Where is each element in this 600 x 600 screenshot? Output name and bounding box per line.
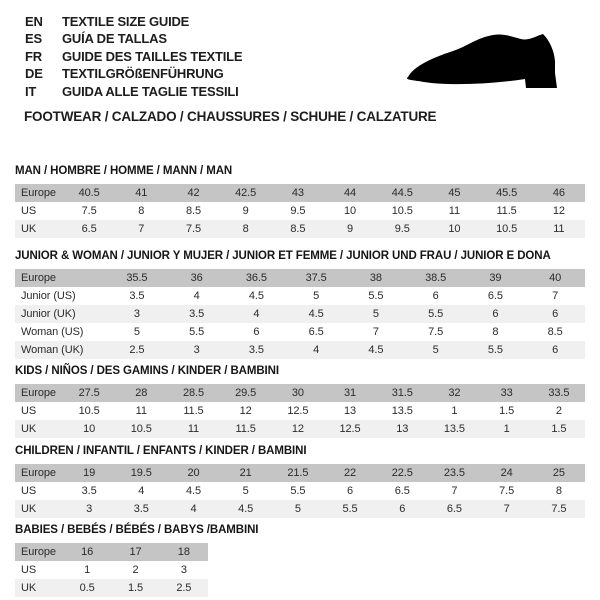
table-row xyxy=(15,561,208,579)
table-row xyxy=(15,305,585,323)
size-cell: 6 xyxy=(227,323,287,341)
size-cell: 7 xyxy=(525,287,585,305)
size-cell: 6 xyxy=(324,482,376,500)
size-cell: 27.5 xyxy=(63,384,115,402)
size-cell: 1 xyxy=(481,420,533,438)
size-cell: 5.5 xyxy=(406,305,466,323)
size-cell: 17 xyxy=(111,543,159,561)
size-cell: 5.5 xyxy=(466,341,526,359)
size-cell: 4 xyxy=(167,500,219,518)
size-cell: 5 xyxy=(406,341,466,359)
row-label: US xyxy=(15,482,63,500)
size-cell: 10 xyxy=(428,220,480,238)
size-cell: 5 xyxy=(220,482,272,500)
language-row-fr xyxy=(25,48,242,65)
size-cell: 40.5 xyxy=(63,184,115,202)
size-cell: 44.5 xyxy=(376,184,428,202)
size-cell: 12 xyxy=(533,202,585,220)
size-cell: 13.5 xyxy=(428,420,480,438)
size-cell: 10 xyxy=(63,420,115,438)
size-cell: 42 xyxy=(167,184,219,202)
size-cell: 11 xyxy=(115,402,167,420)
language-label: GUÍA DE TALLAS xyxy=(62,31,167,47)
size-cell: 3.5 xyxy=(115,500,167,518)
size-cell: 28.5 xyxy=(167,384,219,402)
size-cell: 42.5 xyxy=(220,184,272,202)
size-cell: 18 xyxy=(160,543,208,561)
row-label: UK xyxy=(15,420,63,438)
size-cell: 24 xyxy=(481,464,533,482)
table-row xyxy=(15,464,585,482)
size-cell: 8 xyxy=(533,482,585,500)
category-title: FOOTWEAR / CALZADO / CHAUSSURES / SCHUHE / CALZATURE xyxy=(24,109,437,124)
size-cell: 39 xyxy=(466,269,526,287)
size-cell: 32 xyxy=(428,384,480,402)
size-cell: 10.5 xyxy=(376,202,428,220)
size-cell: 10.5 xyxy=(115,420,167,438)
table-row xyxy=(15,402,585,420)
size-cell: 6 xyxy=(525,341,585,359)
size-cell: 44 xyxy=(324,184,376,202)
size-table-man xyxy=(15,184,585,238)
size-cell: 33 xyxy=(481,384,533,402)
table-row xyxy=(15,482,585,500)
size-cell: 25 xyxy=(533,464,585,482)
row-label: Europe xyxy=(15,384,63,402)
size-cell: 6 xyxy=(466,305,526,323)
row-label: US xyxy=(15,402,63,420)
size-cell: 22.5 xyxy=(376,464,428,482)
row-label: UK xyxy=(15,500,63,518)
size-cell: 8 xyxy=(220,220,272,238)
language-row-it xyxy=(25,83,242,100)
size-cell: 3 xyxy=(160,561,208,579)
size-cell: 19 xyxy=(63,464,115,482)
size-cell: 6.5 xyxy=(63,220,115,238)
size-cell: 9 xyxy=(220,202,272,220)
size-cell: 4 xyxy=(115,482,167,500)
size-cell: 23.5 xyxy=(428,464,480,482)
size-cell: 10.5 xyxy=(63,402,115,420)
size-cell: 4.5 xyxy=(286,305,346,323)
language-label: GUIDE DES TAILLES TEXTILE xyxy=(62,48,243,64)
section-title-babies: BABIES / BEBÉS / BÉBÉS / BABYS /BAMBINI xyxy=(15,524,259,536)
size-cell: 3.5 xyxy=(227,341,287,359)
table-row xyxy=(15,220,585,238)
row-label: Europe xyxy=(15,464,63,482)
size-cell: 19.5 xyxy=(115,464,167,482)
size-cell: 9.5 xyxy=(272,202,324,220)
size-cell: 11.5 xyxy=(220,420,272,438)
size-cell: 7 xyxy=(346,323,406,341)
row-label: Junior (UK) xyxy=(15,305,107,323)
size-cell: 22 xyxy=(324,464,376,482)
size-cell: 6.5 xyxy=(428,500,480,518)
size-cell: 5.5 xyxy=(167,323,227,341)
size-cell: 12.5 xyxy=(324,420,376,438)
language-code: FR xyxy=(25,48,42,64)
size-cell: 21.5 xyxy=(272,464,324,482)
size-cell: 6 xyxy=(376,500,428,518)
language-code: DE xyxy=(25,66,43,82)
language-label: TEXTILGRÖßENFÜHRUNG xyxy=(62,66,224,82)
size-cell: 6.5 xyxy=(376,482,428,500)
language-row-de xyxy=(25,65,242,82)
table-row xyxy=(15,579,208,597)
size-cell: 4.5 xyxy=(220,500,272,518)
size-cell: 40 xyxy=(525,269,585,287)
size-cell: 11.5 xyxy=(481,202,533,220)
size-cell: 6.5 xyxy=(466,287,526,305)
row-label: Europe xyxy=(15,269,107,287)
size-cell: 7.5 xyxy=(406,323,466,341)
size-cell: 5 xyxy=(346,305,406,323)
table-row xyxy=(15,202,585,220)
size-cell: 30 xyxy=(272,384,324,402)
size-cell: 11.5 xyxy=(167,402,219,420)
row-label: US xyxy=(15,561,63,579)
row-label: Woman (US) xyxy=(15,323,107,341)
size-cell: 7.5 xyxy=(167,220,219,238)
size-cell: 11 xyxy=(428,202,480,220)
size-cell: 4.5 xyxy=(227,287,287,305)
size-cell: 6 xyxy=(406,287,466,305)
size-cell: 1 xyxy=(428,402,480,420)
size-cell: 38 xyxy=(346,269,406,287)
size-cell: 45 xyxy=(428,184,480,202)
size-cell: 8.5 xyxy=(272,220,324,238)
table-section-kids xyxy=(15,364,585,438)
size-cell: 5 xyxy=(272,500,324,518)
size-cell: 3 xyxy=(167,341,227,359)
row-label: UK xyxy=(15,579,63,597)
table-row xyxy=(15,184,585,202)
size-cell: 3.5 xyxy=(63,482,115,500)
size-cell: 12 xyxy=(272,420,324,438)
size-cell: 5.5 xyxy=(272,482,324,500)
size-cell: 29.5 xyxy=(220,384,272,402)
size-cell: 1.5 xyxy=(111,579,159,597)
size-cell: 8 xyxy=(115,202,167,220)
size-cell: 8 xyxy=(466,323,526,341)
size-cell: 4.5 xyxy=(346,341,406,359)
size-cell: 33.5 xyxy=(533,384,585,402)
size-cell: 2 xyxy=(111,561,159,579)
size-cell: 5.5 xyxy=(346,287,406,305)
size-cell: 8.5 xyxy=(525,323,585,341)
size-cell: 7.5 xyxy=(481,482,533,500)
row-label: Woman (UK) xyxy=(15,341,107,359)
table-row xyxy=(15,269,585,287)
size-cell: 43 xyxy=(272,184,324,202)
size-cell: 1.5 xyxy=(533,420,585,438)
size-cell: 3.5 xyxy=(167,305,227,323)
size-cell: 11 xyxy=(167,420,219,438)
size-cell: 7.5 xyxy=(533,500,585,518)
table-row xyxy=(15,543,208,561)
size-cell: 12.5 xyxy=(272,402,324,420)
table-row xyxy=(15,384,585,402)
size-cell: 5.5 xyxy=(324,500,376,518)
size-table-kids xyxy=(15,384,585,438)
language-label: GUIDA ALLE TAGLIE TESSILI xyxy=(62,83,239,99)
size-cell: 7 xyxy=(428,482,480,500)
size-cell: 41 xyxy=(115,184,167,202)
size-cell: 1 xyxy=(63,561,111,579)
table-row xyxy=(15,420,585,438)
size-cell: 46 xyxy=(533,184,585,202)
table-row xyxy=(15,323,585,341)
row-label: Europe xyxy=(15,543,63,561)
size-cell: 13 xyxy=(324,402,376,420)
row-label: Junior (US) xyxy=(15,287,107,305)
table-section-man xyxy=(15,164,585,238)
size-table-children xyxy=(15,464,585,518)
size-cell: 3 xyxy=(107,305,167,323)
language-code: IT xyxy=(25,83,37,99)
size-cell: 35.5 xyxy=(107,269,167,287)
language-title-block xyxy=(25,13,242,100)
size-cell: 9.5 xyxy=(376,220,428,238)
section-title-junior-woman: JUNIOR & WOMAN / JUNIOR Y MUJER / JUNIOR ET FEMME / JUNIOR UND FRAU / JUNIOR E DONA xyxy=(15,250,551,262)
section-title-man: MAN / HOMBRE / HOMME / MANN / MAN xyxy=(15,165,233,177)
size-cell: 10.5 xyxy=(481,220,533,238)
table-section-babies xyxy=(15,523,585,597)
size-cell: 20 xyxy=(167,464,219,482)
row-label: Europe xyxy=(15,184,63,202)
language-code: ES xyxy=(25,31,42,47)
size-cell: 4 xyxy=(167,287,227,305)
size-cell: 0.5 xyxy=(63,579,111,597)
size-cell: 36.5 xyxy=(227,269,287,287)
size-cell: 6.5 xyxy=(286,323,346,341)
table-row xyxy=(15,341,585,359)
table-section-junior-woman xyxy=(15,249,585,359)
size-cell: 7.5 xyxy=(63,202,115,220)
language-row-es xyxy=(25,30,242,47)
size-cell: 2 xyxy=(533,402,585,420)
size-cell: 10 xyxy=(324,202,376,220)
table-row xyxy=(15,500,585,518)
size-cell: 12 xyxy=(220,402,272,420)
language-code: EN xyxy=(25,14,43,29)
language-label: TEXTILE SIZE GUIDE xyxy=(62,14,190,29)
row-label: US xyxy=(15,202,63,220)
section-title-children: CHILDREN / INFANTIL / ENFANTS / KINDER / BAMBINI xyxy=(15,445,307,457)
size-table-babies xyxy=(15,543,208,597)
size-cell: 3 xyxy=(63,500,115,518)
size-cell: 21 xyxy=(220,464,272,482)
dress-shoe-icon xyxy=(398,30,568,98)
size-cell: 7 xyxy=(481,500,533,518)
size-cell: 2.5 xyxy=(160,579,208,597)
size-cell: 13.5 xyxy=(376,402,428,420)
size-cell: 31.5 xyxy=(376,384,428,402)
row-label: UK xyxy=(15,220,63,238)
size-cell: 4 xyxy=(286,341,346,359)
size-cell: 7 xyxy=(115,220,167,238)
language-row-en xyxy=(25,13,242,30)
size-cell: 38.5 xyxy=(406,269,466,287)
size-cell: 1.5 xyxy=(481,402,533,420)
size-table-junior-woman xyxy=(15,269,585,359)
size-cell: 6 xyxy=(525,305,585,323)
size-cell: 4 xyxy=(227,305,287,323)
table-section-children xyxy=(15,444,585,518)
size-cell: 9 xyxy=(324,220,376,238)
size-cell: 5 xyxy=(107,323,167,341)
size-cell: 45.5 xyxy=(481,184,533,202)
size-cell: 13 xyxy=(376,420,428,438)
size-cell: 28 xyxy=(115,384,167,402)
size-cell: 31 xyxy=(324,384,376,402)
size-cell: 4.5 xyxy=(167,482,219,500)
size-cell: 8.5 xyxy=(167,202,219,220)
table-row xyxy=(15,287,585,305)
size-cell: 5 xyxy=(286,287,346,305)
size-cell: 2.5 xyxy=(107,341,167,359)
section-title-kids: KIDS / NIÑOS / DES GAMINS / KINDER / BAMBINI xyxy=(15,365,279,377)
size-cell: 37.5 xyxy=(286,269,346,287)
size-cell: 3.5 xyxy=(107,287,167,305)
size-cell: 11 xyxy=(533,220,585,238)
size-cell: 36 xyxy=(167,269,227,287)
size-cell: 16 xyxy=(63,543,111,561)
